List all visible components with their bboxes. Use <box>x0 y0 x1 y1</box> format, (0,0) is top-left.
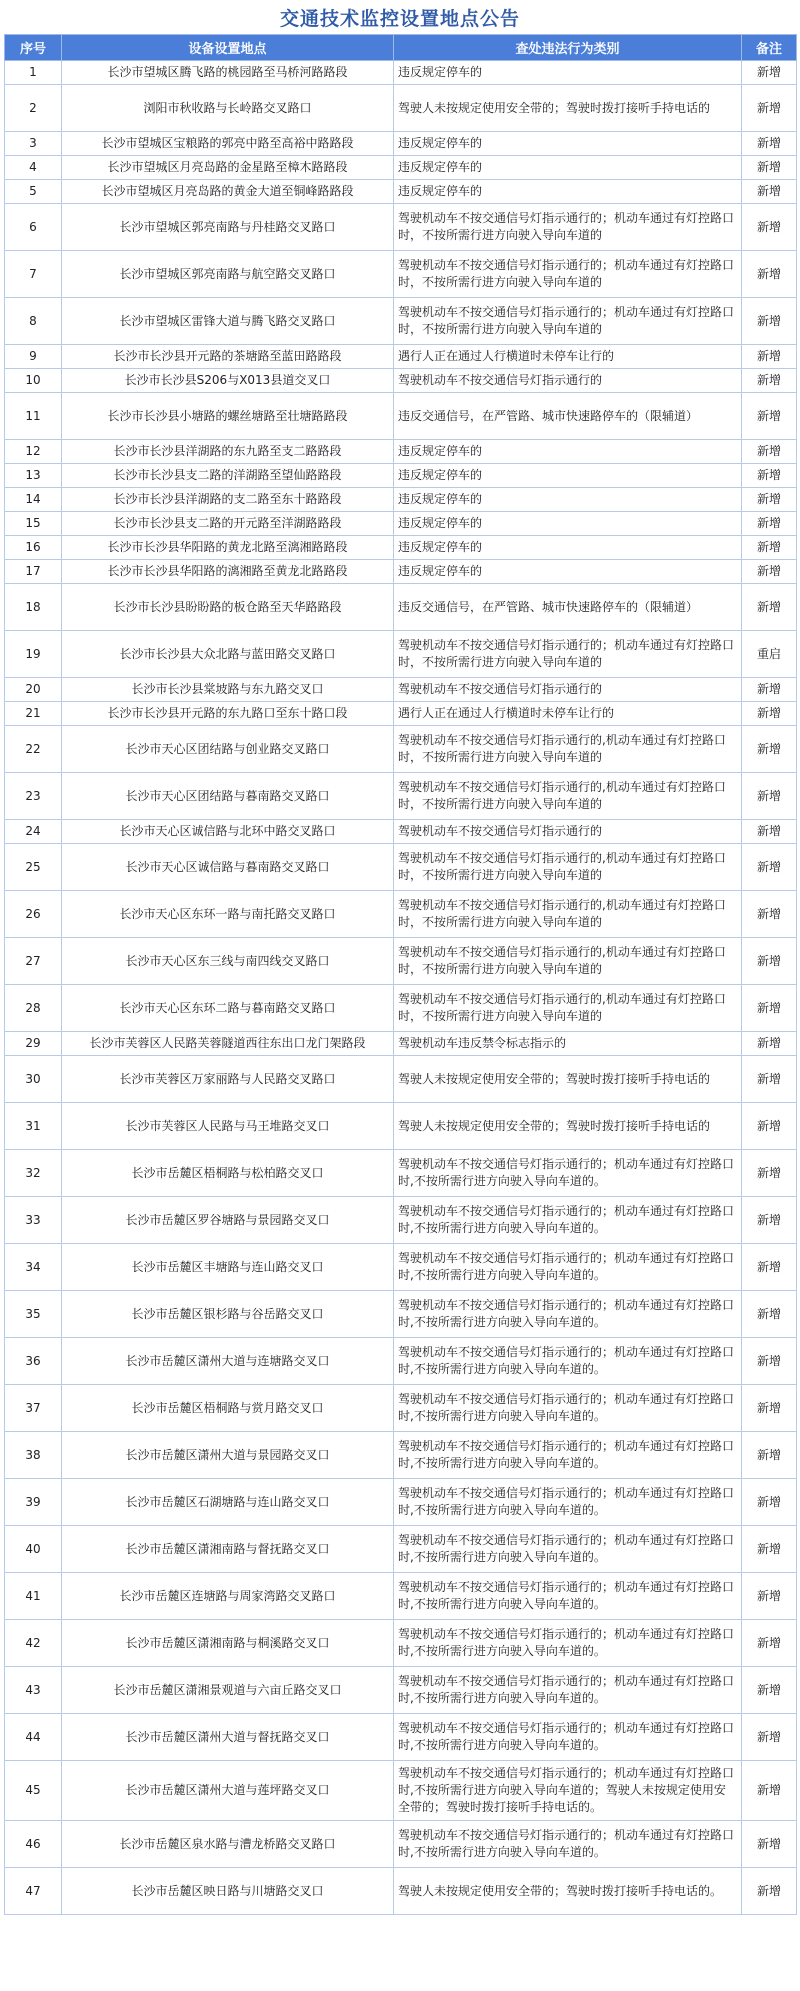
row-note: 新增 <box>742 560 797 584</box>
row-note: 新增 <box>742 820 797 844</box>
row-no: 12 <box>5 440 62 464</box>
row-violation: 驾驶人未按规定使用安全带的；驾驶时拨打接听手持电话的 <box>394 1103 742 1150</box>
row-location: 长沙市天心区东环一路与南托路交叉路口 <box>62 891 394 938</box>
row-no: 28 <box>5 985 62 1032</box>
table-row <box>5 1338 797 1385</box>
row-location: 长沙市岳麓区梧桐路与赏月路交叉口 <box>62 1385 394 1432</box>
table-row <box>5 985 797 1032</box>
row-location: 长沙市岳麓区银杉路与谷岳路交叉口 <box>62 1291 394 1338</box>
table-row <box>5 512 797 536</box>
row-note: 新增 <box>742 1479 797 1526</box>
row-location: 长沙市岳麓区潇州大道与景园路交叉口 <box>62 1432 394 1479</box>
row-no: 16 <box>5 536 62 560</box>
table-row <box>5 1714 797 1761</box>
row-violation: 违反规定停车的 <box>394 440 742 464</box>
table-row <box>5 1526 797 1573</box>
row-location: 长沙市长沙县支二路的洋湖路至望仙路路段 <box>62 464 394 488</box>
row-note: 新增 <box>742 393 797 440</box>
row-note: 新增 <box>742 536 797 560</box>
row-violation: 违反规定停车的 <box>394 156 742 180</box>
row-no: 35 <box>5 1291 62 1338</box>
row-location: 长沙市岳麓区潇湘南路与督抚路交叉口 <box>62 1526 394 1573</box>
row-no: 38 <box>5 1432 62 1479</box>
row-location: 长沙市长沙县洋湖路的东九路至支二路路段 <box>62 440 394 464</box>
row-no: 18 <box>5 584 62 631</box>
header-no: 序号 <box>5 35 62 61</box>
row-no: 36 <box>5 1338 62 1385</box>
row-violation: 驾驶机动车不按交通信号灯指示通行的；机动车通过有灯控路口时,不按所需行进方向驶入导向车道的。 <box>394 1244 742 1291</box>
row-violation: 违反规定停车的 <box>394 488 742 512</box>
row-no: 4 <box>5 156 62 180</box>
row-no: 13 <box>5 464 62 488</box>
row-no: 37 <box>5 1385 62 1432</box>
row-location: 长沙市天心区团结路与暮南路交叉路口 <box>62 773 394 820</box>
table-row <box>5 369 797 393</box>
row-note: 新增 <box>742 512 797 536</box>
row-note: 新增 <box>742 702 797 726</box>
row-note: 新增 <box>742 985 797 1032</box>
row-note: 新增 <box>742 1432 797 1479</box>
row-note: 新增 <box>742 85 797 132</box>
table-row <box>5 560 797 584</box>
row-location: 长沙市天心区东环二路与暮南路交叉路口 <box>62 985 394 1032</box>
row-location: 长沙市岳麓区潇州大道与莲坪路交叉口 <box>62 1761 394 1821</box>
row-note: 新增 <box>742 61 797 85</box>
table-row <box>5 726 797 773</box>
table-row <box>5 1244 797 1291</box>
row-violation: 违反规定停车的 <box>394 132 742 156</box>
table-row <box>5 1032 797 1056</box>
row-no: 30 <box>5 1056 62 1103</box>
row-no: 20 <box>5 678 62 702</box>
table-row <box>5 584 797 631</box>
row-note: 新增 <box>742 204 797 251</box>
row-no: 15 <box>5 512 62 536</box>
row-violation: 违反交通信号，在严管路、城市快速路停车的（限辅道） <box>394 584 742 631</box>
row-no: 7 <box>5 251 62 298</box>
table-row <box>5 1868 797 1915</box>
row-violation: 驾驶机动车不按交通信号灯指示通行的；机动车通过有灯控路口时,不按所需行进方向驶入导向车道的。 <box>394 1573 742 1620</box>
row-note: 新增 <box>742 180 797 204</box>
row-note: 新增 <box>742 1197 797 1244</box>
row-no: 31 <box>5 1103 62 1150</box>
row-no: 41 <box>5 1573 62 1620</box>
table-row <box>5 1667 797 1714</box>
row-violation: 驾驶机动车不按交通信号灯指示通行的；机动车通过有灯控路口时,不按所需行进方向驶入导向车道的。 <box>394 1526 742 1573</box>
row-violation: 驾驶机动车不按交通信号灯指示通行的；机动车通过有灯控路口时,不按所需行进方向驶入导向车道的。 <box>394 1620 742 1667</box>
row-no: 46 <box>5 1821 62 1868</box>
row-note: 新增 <box>742 1821 797 1868</box>
row-note: 新增 <box>742 1244 797 1291</box>
row-note: 新增 <box>742 1150 797 1197</box>
table-row <box>5 1821 797 1868</box>
row-note: 新增 <box>742 1761 797 1821</box>
row-note: 新增 <box>742 891 797 938</box>
row-location: 长沙市长沙县洋湖路的支二路至东十路路段 <box>62 488 394 512</box>
row-violation: 驾驶机动车不按交通信号灯指示通行的；机动车通过有灯控路口时，不按所需行进方向驶入导向车道的 <box>394 298 742 345</box>
row-no: 11 <box>5 393 62 440</box>
row-location: 长沙市芙蓉区人民路芙蓉隧道西往东出口龙门架路段 <box>62 1032 394 1056</box>
row-location: 长沙市长沙县华阳路的漓湘路至黄龙北路路段 <box>62 560 394 584</box>
row-note: 新增 <box>742 156 797 180</box>
row-location: 长沙市芙蓉区万家丽路与人民路交叉路口 <box>62 1056 394 1103</box>
row-violation: 遇行人正在通过人行横道时未停车让行的 <box>394 345 742 369</box>
table-row <box>5 440 797 464</box>
row-violation: 驾驶机动车不按交通信号灯指示通行的,机动车通过有灯控路口时，不按所需行进方向驶入导向车道的 <box>394 773 742 820</box>
row-violation: 违反规定停车的 <box>394 180 742 204</box>
row-note: 新增 <box>742 584 797 631</box>
row-no: 29 <box>5 1032 62 1056</box>
row-violation: 驾驶机动车不按交通信号灯指示通行的；机动车通过有灯控路口时,不按所需行进方向驶入导向车道的。 <box>394 1385 742 1432</box>
row-violation: 驾驶机动车不按交通信号灯指示通行的,机动车通过有灯控路口时，不按所需行进方向驶入导向车道的 <box>394 985 742 1032</box>
row-violation: 驾驶人未按规定使用安全带的；驾驶时拨打接听手持电话的 <box>394 85 742 132</box>
header-note: 备注 <box>742 35 797 61</box>
row-violation: 驾驶机动车不按交通信号灯指示通行的；机动车通过有灯控路口时,不按所需行进方向驶入导向车道的。 <box>394 1432 742 1479</box>
row-note: 新增 <box>742 132 797 156</box>
table-row <box>5 1479 797 1526</box>
row-violation: 驾驶机动车违反禁令标志指示的 <box>394 1032 742 1056</box>
row-no: 22 <box>5 726 62 773</box>
row-violation: 驾驶机动车不按交通信号灯指示通行的；机动车通过有灯控路口时，不按所需行进方向驶入导向车道的 <box>394 204 742 251</box>
row-violation: 驾驶机动车不按交通信号灯指示通行的；机动车通过有灯控路口时，不按所需行进方向驶入导向车道的 <box>394 631 742 678</box>
row-no: 8 <box>5 298 62 345</box>
table-body <box>5 61 797 1915</box>
row-location: 长沙市望城区月亮岛路的金星路至樟木路路段 <box>62 156 394 180</box>
row-violation: 驾驶机动车不按交通信号灯指示通行的,机动车通过有灯控路口时，不按所需行进方向驶入导向车道的 <box>394 726 742 773</box>
row-note: 新增 <box>742 1714 797 1761</box>
table-row <box>5 464 797 488</box>
table-row <box>5 345 797 369</box>
table-row <box>5 61 797 85</box>
row-no: 5 <box>5 180 62 204</box>
row-location: 长沙市长沙县开元路的茶塘路至蓝田路路段 <box>62 345 394 369</box>
row-note: 新增 <box>742 1526 797 1573</box>
row-violation: 驾驶机动车不按交通信号灯指示通行的 <box>394 369 742 393</box>
row-violation: 驾驶机动车不按交通信号灯指示通行的；机动车通过有灯控路口时，不按所需行进方向驶入导向车道的 <box>394 251 742 298</box>
row-violation: 违反规定停车的 <box>394 560 742 584</box>
table-row <box>5 773 797 820</box>
row-violation: 驾驶机动车不按交通信号灯指示通行的；机动车通过有灯控路口时,不按所需行进方向驶入导向车道的。 <box>394 1667 742 1714</box>
row-no: 27 <box>5 938 62 985</box>
row-note: 新增 <box>742 1667 797 1714</box>
row-no: 39 <box>5 1479 62 1526</box>
row-location: 长沙市长沙县支二路的开元路至洋湖路路段 <box>62 512 394 536</box>
row-location: 长沙市长沙县盼盼路的板仓路至天华路路段 <box>62 584 394 631</box>
table-row <box>5 702 797 726</box>
row-note: 重启 <box>742 631 797 678</box>
row-location: 长沙市长沙县棠坡路与东九路交叉口 <box>62 678 394 702</box>
row-location: 长沙市天心区团结路与创业路交叉路口 <box>62 726 394 773</box>
row-violation: 驾驶机动车不按交通信号灯指示通行的,机动车通过有灯控路口时，不按所需行进方向驶入导向车道的 <box>394 891 742 938</box>
row-note: 新增 <box>742 1573 797 1620</box>
monitoring-sites-table <box>4 34 797 1915</box>
row-violation: 驾驶机动车不按交通信号灯指示通行的；机动车通过有灯控路口时,不按所需行进方向驶入导向车道的。 <box>394 1821 742 1868</box>
row-note: 新增 <box>742 1291 797 1338</box>
row-note: 新增 <box>742 1338 797 1385</box>
row-no: 45 <box>5 1761 62 1821</box>
row-no: 33 <box>5 1197 62 1244</box>
row-no: 23 <box>5 773 62 820</box>
table-row <box>5 1291 797 1338</box>
table-row <box>5 180 797 204</box>
row-location: 长沙市望城区郭亮南路与航空路交叉路口 <box>62 251 394 298</box>
table-row <box>5 678 797 702</box>
row-no: 47 <box>5 1868 62 1915</box>
row-no: 24 <box>5 820 62 844</box>
row-note: 新增 <box>742 1103 797 1150</box>
row-no: 42 <box>5 1620 62 1667</box>
row-no: 17 <box>5 560 62 584</box>
row-location: 长沙市长沙县S206与X013县道交叉口 <box>62 369 394 393</box>
row-no: 34 <box>5 1244 62 1291</box>
row-no: 26 <box>5 891 62 938</box>
row-violation: 驾驶人未按规定使用安全带的；驾驶时拨打接听手持电话的。 <box>394 1868 742 1915</box>
row-location: 长沙市岳麓区石湖塘路与连山路交叉口 <box>62 1479 394 1526</box>
row-location: 长沙市望城区腾飞路的桃园路至马桥河路路段 <box>62 61 394 85</box>
row-no: 43 <box>5 1667 62 1714</box>
row-note: 新增 <box>742 488 797 512</box>
row-location: 长沙市天心区诚信路与北环中路交叉路口 <box>62 820 394 844</box>
row-no: 32 <box>5 1150 62 1197</box>
row-violation: 驾驶机动车不按交通信号灯指示通行的；机动车通过有灯控路口时,不按所需行进方向驶入导向车道的。 <box>394 1338 742 1385</box>
row-location: 长沙市天心区东三线与南四线交叉路口 <box>62 938 394 985</box>
row-no: 40 <box>5 1526 62 1573</box>
row-note: 新增 <box>742 1868 797 1915</box>
row-note: 新增 <box>742 726 797 773</box>
table-row <box>5 85 797 132</box>
row-no: 10 <box>5 369 62 393</box>
table-row <box>5 844 797 891</box>
row-location: 长沙市岳麓区罗谷塘路与景园路交叉口 <box>62 1197 394 1244</box>
row-location: 长沙市望城区雷锋大道与腾飞路交叉路口 <box>62 298 394 345</box>
row-violation: 驾驶机动车不按交通信号灯指示通行的,机动车通过有灯控路口时，不按所需行进方向驶入导向车道的 <box>394 844 742 891</box>
row-no: 21 <box>5 702 62 726</box>
row-violation: 驾驶机动车不按交通信号灯指示通行的,机动车通过有灯控路口时，不按所需行进方向驶入导向车道的 <box>394 938 742 985</box>
table-row <box>5 631 797 678</box>
row-no: 9 <box>5 345 62 369</box>
table-row <box>5 1150 797 1197</box>
table-row <box>5 156 797 180</box>
row-location: 长沙市岳麓区潇湘南路与桐溪路交叉口 <box>62 1620 394 1667</box>
row-note: 新增 <box>742 1620 797 1667</box>
row-note: 新增 <box>742 440 797 464</box>
row-no: 2 <box>5 85 62 132</box>
row-location: 长沙市望城区郭亮南路与丹桂路交叉路口 <box>62 204 394 251</box>
table-row <box>5 891 797 938</box>
row-location: 长沙市岳麓区映日路与川塘路交叉口 <box>62 1868 394 1915</box>
row-violation: 驾驶人未按规定使用安全带的；驾驶时拨打接听手持电话的 <box>394 1056 742 1103</box>
row-note: 新增 <box>742 938 797 985</box>
row-location: 长沙市芙蓉区人民路与马王堆路交叉口 <box>62 1103 394 1150</box>
row-location: 长沙市望城区月亮岛路的黄金大道至铜峰路路段 <box>62 180 394 204</box>
row-note: 新增 <box>742 678 797 702</box>
table-row <box>5 1197 797 1244</box>
table-row <box>5 204 797 251</box>
row-violation: 遇行人正在通过人行横道时未停车让行的 <box>394 702 742 726</box>
row-location: 长沙市天心区诚信路与暮南路交叉路口 <box>62 844 394 891</box>
row-violation: 驾驶机动车不按交通信号灯指示通行的；机动车通过有灯控路口时,不按所需行进方向驶入导向车道的；驾驶人未按规定使用安全带的；驾驶时拨打接听手持电话的。 <box>394 1761 742 1821</box>
row-note: 新增 <box>742 251 797 298</box>
row-note: 新增 <box>742 345 797 369</box>
row-note: 新增 <box>742 1032 797 1056</box>
row-violation: 驾驶机动车不按交通信号灯指示通行的；机动车通过有灯控路口时,不按所需行进方向驶入导向车道的。 <box>394 1479 742 1526</box>
row-location: 长沙市岳麓区潇州大道与督抚路交叉口 <box>62 1714 394 1761</box>
row-note: 新增 <box>742 369 797 393</box>
row-location: 长沙市长沙县华阳路的黄龙北路至漓湘路路段 <box>62 536 394 560</box>
header-violation: 查处违法行为类别 <box>394 35 742 61</box>
row-no: 3 <box>5 132 62 156</box>
row-location: 浏阳市秋收路与长岭路交叉路口 <box>62 85 394 132</box>
row-note: 新增 <box>742 1385 797 1432</box>
row-no: 14 <box>5 488 62 512</box>
table-row <box>5 1432 797 1479</box>
row-violation: 违反规定停车的 <box>394 536 742 560</box>
table-row <box>5 132 797 156</box>
row-violation: 违反规定停车的 <box>394 464 742 488</box>
row-location: 长沙市岳麓区丰塘路与连山路交叉口 <box>62 1244 394 1291</box>
table-row <box>5 1573 797 1620</box>
row-location: 长沙市岳麓区连塘路与周家湾路交叉路口 <box>62 1573 394 1620</box>
table-row <box>5 251 797 298</box>
row-location: 长沙市长沙县开元路的东九路口至东十路口段 <box>62 702 394 726</box>
table-row <box>5 1103 797 1150</box>
row-no: 6 <box>5 204 62 251</box>
row-violation: 驾驶机动车不按交通信号灯指示通行的 <box>394 820 742 844</box>
row-note: 新增 <box>742 1056 797 1103</box>
page-title: 交通技术监控设置地点公告 <box>279 8 520 30</box>
row-note: 新增 <box>742 844 797 891</box>
row-violation: 违反交通信号，在严管路、城市快速路停车的（限辅道） <box>394 393 742 440</box>
row-location: 长沙市望城区宝粮路的郭亮中路至高裕中路路段 <box>62 132 394 156</box>
table-row <box>5 938 797 985</box>
row-no: 19 <box>5 631 62 678</box>
row-location: 长沙市岳麓区泉水路与漕龙桥路交叉路口 <box>62 1821 394 1868</box>
table-row <box>5 1056 797 1103</box>
table-row <box>5 488 797 512</box>
row-violation: 违反规定停车的 <box>394 512 742 536</box>
row-no: 44 <box>5 1714 62 1761</box>
row-location: 长沙市岳麓区潇湘景观道与六亩丘路交叉口 <box>62 1667 394 1714</box>
row-location: 长沙市长沙县大众北路与蓝田路交叉路口 <box>62 631 394 678</box>
row-violation: 驾驶机动车不按交通信号灯指示通行的；机动车通过有灯控路口时,不按所需行进方向驶入导向车道的。 <box>394 1714 742 1761</box>
table-row <box>5 298 797 345</box>
table-row <box>5 393 797 440</box>
row-note: 新增 <box>742 464 797 488</box>
table-row <box>5 1385 797 1432</box>
row-location: 长沙市岳麓区潇州大道与连塘路交叉口 <box>62 1338 394 1385</box>
row-location: 长沙市岳麓区梧桐路与松柏路交叉口 <box>62 1150 394 1197</box>
row-no: 1 <box>5 61 62 85</box>
table-row <box>5 820 797 844</box>
row-violation: 驾驶机动车不按交通信号灯指示通行的 <box>394 678 742 702</box>
row-location: 长沙市长沙县小塘路的螺丝塘路至壮塘路路段 <box>62 393 394 440</box>
table-header-row <box>5 35 797 61</box>
header-location: 设备设置地点 <box>62 35 394 61</box>
table-row <box>5 536 797 560</box>
row-no: 25 <box>5 844 62 891</box>
row-note: 新增 <box>742 773 797 820</box>
row-violation: 驾驶机动车不按交通信号灯指示通行的；机动车通过有灯控路口时,不按所需行进方向驶入导向车道的。 <box>394 1291 742 1338</box>
row-violation: 驾驶机动车不按交通信号灯指示通行的；机动车通过有灯控路口时,不按所需行进方向驶入导向车道的。 <box>394 1150 742 1197</box>
row-violation: 违反规定停车的 <box>394 61 742 85</box>
row-note: 新增 <box>742 298 797 345</box>
table-row <box>5 1761 797 1821</box>
table-row <box>5 1620 797 1667</box>
row-violation: 驾驶机动车不按交通信号灯指示通行的；机动车通过有灯控路口时,不按所需行进方向驶入导向车道的。 <box>394 1197 742 1244</box>
